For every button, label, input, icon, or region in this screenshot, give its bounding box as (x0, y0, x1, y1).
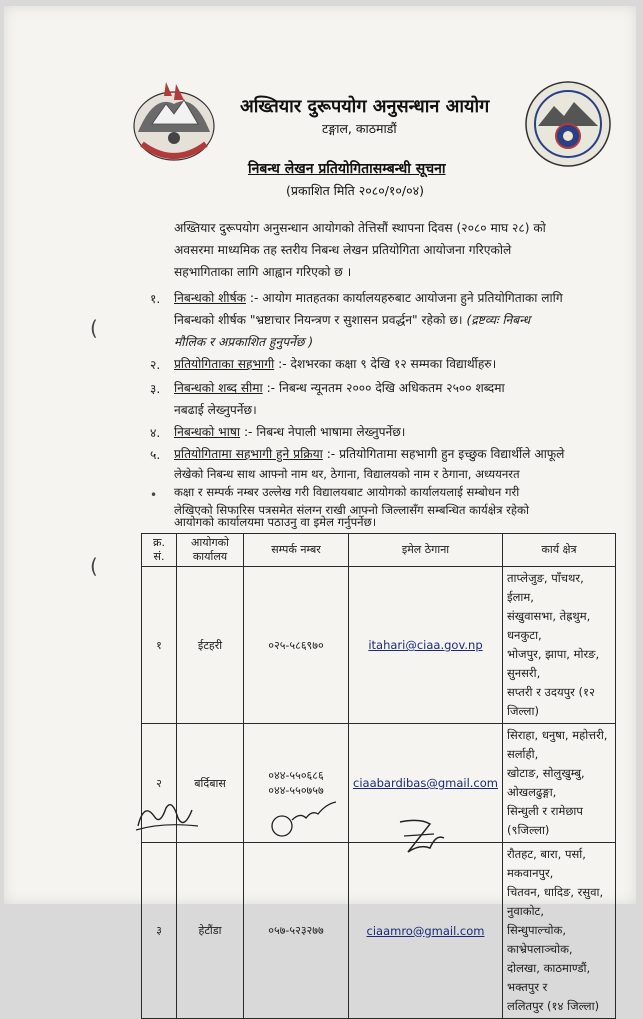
column-header: आयोगको कार्यालय (177, 534, 244, 567)
publish-date: (प्रकाशित मिति २०८०/१०/०४) (286, 183, 425, 198)
intro-line: अवसरमा माध्यमिक तह स्तरीय निबन्ध लेखन प्रतियोगिता आयोजना गरिएकोले (174, 243, 512, 257)
signature-icon (266, 796, 346, 840)
signature-icon (132, 796, 202, 836)
org-title: अख्तियार दुरूपयोग अनुसन्धान आयोग (240, 96, 490, 117)
serial-cell: १ (142, 567, 177, 724)
item-note: मौलिक र अप्रकाशित हुनुपर्नेछ ) (174, 335, 314, 349)
phone-cell (244, 843, 349, 1019)
area-line: रौतहट, बारा, पर्सा, मकवानपुर, (506, 847, 586, 880)
item-number: १. (150, 292, 161, 306)
email-link[interactable]: itahari@ciaa.gov.np (349, 567, 503, 724)
office-cell: बर्दिबास (177, 724, 244, 843)
column-header: इमेल ठेगाना (349, 534, 503, 567)
serial-cell: ३ (142, 843, 177, 1019)
bullet-mark: • (150, 488, 158, 502)
list-item (174, 378, 505, 398)
margin-bracket-mark: ( (90, 554, 98, 578)
item-text: :- देशभरका कक्षा ९ देखि १२ सम्मका विद्यार्थीहरु। (278, 357, 497, 371)
nepal-emblem-icon (124, 74, 224, 166)
item-number: ५. (150, 448, 161, 462)
item-text: :- प्रतियोगितामा सहभागी हुन इच्छुक विद्यार्थीले आफूले (326, 447, 565, 461)
item-heading: प्रतियोगितामा सहभागी हुने प्रक्रिया (174, 447, 323, 461)
notice-title: निबन्ध लेखन प्रतियोगितासम्बन्धी सूचना (248, 161, 446, 177)
item-text: लेखेको निबन्ध साथ आफ्नो नाम थर, ठेगाना, विद्यालयको नाम र ठेगाना, अध्ययनरत (174, 467, 520, 481)
serial-cell: २ (142, 724, 177, 843)
email-link[interactable]: ciaabardibas@gmail.com (349, 724, 503, 843)
list-item-line (174, 310, 530, 330)
area-cell (502, 843, 615, 1019)
document-page (4, 6, 636, 1013)
area-line: खोटाङ, सोलुखुम्बु, ओखलढुङ्गा, (506, 766, 585, 799)
column-header: कार्य क्षेत्र (502, 534, 615, 567)
item-text: नबढाई लेख्नुपर्नेछ। (174, 403, 257, 417)
offices-table (141, 533, 616, 1019)
area-line: सप्तरी र उदयपुर (१२ जिल्ला) (506, 685, 595, 718)
list-item (174, 444, 564, 464)
office-cell: हेटौंडा (177, 843, 244, 1019)
intro-line: सहभागिताका लागि आह्वान गरिएको छ । (174, 265, 352, 279)
item-heading: निबन्धको भाषा (174, 425, 241, 439)
list-item (174, 422, 405, 442)
area-cell (502, 724, 615, 843)
item-text: लेखिएको सिफारिस पत्रसमेत संलग्न राखी आफ्नो जिल्लासँग सम्बन्धित कार्यक्षेत्र रहेको (174, 503, 529, 517)
area-line: सिन्धुपाल्चोक, काभ्रेपलाञ्चोक, (506, 923, 573, 956)
item-number: २. (150, 358, 161, 372)
item-text: :- निबन्ध न्यूनतम २००० देखि अधिकतम २५०० शब्दमा (266, 381, 505, 395)
phone-cell (244, 567, 349, 724)
area-line: संखुवासभा, तेह्रथुम, धनकुटा, (506, 609, 591, 642)
item-heading: निबन्धको शीर्षक (174, 291, 246, 305)
area-line: सिराहा, धनुषा, महोत्तरी, सर्लाही, (506, 728, 608, 761)
item-text: निबन्धको शीर्षक "भ्रष्टाचार नियन्त्रण र सुशासन प्रवर्द्धन" रहेको छ। (174, 313, 463, 327)
org-location: टङ्गाल, काठमाडौं (322, 121, 397, 136)
intro-line: अख्तियार दुरूपयोग अनुसन्धान आयोगको तेत्तिसौं स्थापना दिवस (२०८० माघ २८) को (174, 221, 546, 235)
item-text: :- आयोग मातहतका कार्यालयहरुबाट आयोजना हुने प्रतियोगिताका लागि (249, 291, 563, 305)
phone-number: ०५७-५२३२७७ (268, 924, 324, 937)
item-text: :- निबन्ध नेपाली भाषामा लेख्नुपर्नेछ। (243, 425, 406, 439)
email-link[interactable]: ciaamro@gmail.com (349, 843, 503, 1019)
list-item (174, 288, 563, 308)
item-text: कक्षा र सम्पर्क नम्बर उल्लेख गरी विद्यालयबाट आयोगको कार्यालयलाई सम्बोधन गरी (174, 485, 520, 499)
column-header: सम्पर्क नम्बर (244, 534, 349, 567)
item-number: ३. (150, 382, 161, 396)
ciaa-seal-icon (524, 80, 612, 168)
table-row (142, 567, 616, 724)
phone-number: ०२५-५८६९७० (268, 638, 324, 652)
area-line: दोलखा, काठमाण्डौं, भक्तपुर र (506, 961, 591, 994)
margin-bracket-mark: ( (90, 316, 98, 340)
column-header: क्र. सं. (142, 534, 177, 567)
area-cell (502, 567, 615, 724)
item-heading: निबन्धको शब्द सीमा (174, 381, 263, 395)
phone-number: ०४४-५५०६८६ (268, 769, 324, 782)
area-line: ताप्लेजुङ, पाँचथर, ईलाम, (506, 571, 584, 604)
item-heading: प्रतियोगिताका सहभागी (174, 357, 275, 371)
table-row (142, 843, 616, 1019)
phone-number: ०४४-५५०७५७ (268, 784, 324, 797)
item-number: ४. (150, 426, 161, 440)
item-note: (द्रष्टव्यः निबन्ध (466, 313, 531, 327)
area-line: भोजपुर, झापा, मोरङ, सुनसरी, (506, 647, 600, 680)
list-item (174, 354, 496, 374)
office-cell: ईटहरी (177, 567, 244, 724)
area-line: ललितपुर (१४ जिल्ला) (506, 999, 600, 1013)
table-row (142, 724, 616, 843)
table-header-row (142, 534, 616, 567)
area-line: सिन्धुली र रामेछाप (९जिल्ला) (506, 804, 583, 837)
signature-icon (390, 814, 450, 858)
item-text: आयोगको कार्यालयमा पठाउनु वा इमेल गर्नुपर्नेछ। (174, 515, 377, 529)
area-line: चितवन, धादिङ, रसुवा, नुवाकोट, (506, 885, 604, 918)
